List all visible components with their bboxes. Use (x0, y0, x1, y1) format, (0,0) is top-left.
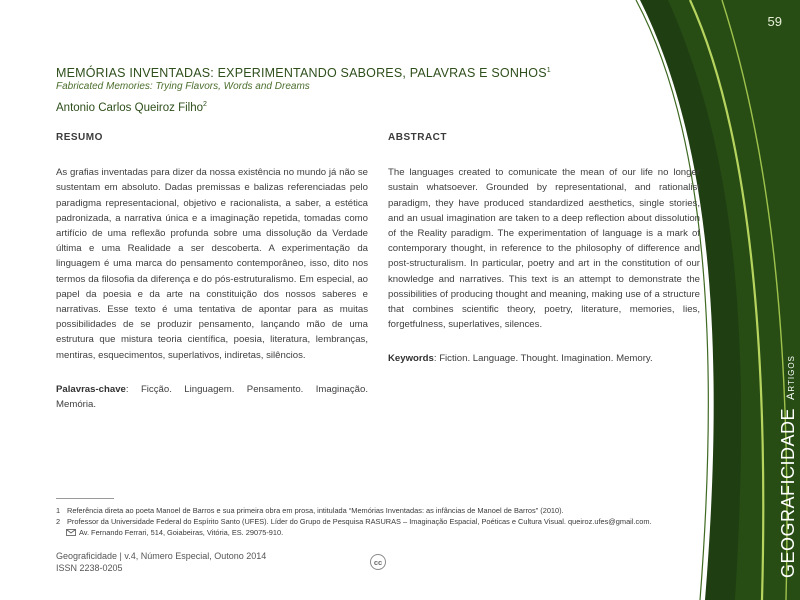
footnote-1-number: 1 (56, 506, 61, 515)
abstract-text: The languages created to comunicate the mean of our life no longer sustain whatsoever. Grounded by representational, and rationalist paradigm, they have produced standardized aesthetics, single stories, and an usual imagination are taken to a deep reflection about dissolution of the Reality paradigm. The experimentation of language is a mark of contemporary thought, in reference to the philosophy of difference and post-structuralism. In particular, poetry and art in the constitution of our knowledge and narratives. This text is an attempt to demonstrate the possibilities of producing thought and meaning, making use of a structure that combines scientific theory, poetry, literature, memories, lies, forgetfulness, superlatives, silences. (388, 167, 700, 331)
abstract-heading: ABSTRACT (388, 132, 447, 143)
footnote-1-text: Referência direta ao poeta Manoel de Barros e sua primeira obra em prosa, intitulada “Memórias Inventadas: as infâncias de Manoel de Barros” (2010). (67, 506, 564, 515)
abstract-keywords-list: : Fiction. Language. Thought. Imagination. Memory. (433, 353, 653, 365)
page-number: 59 (767, 14, 782, 29)
journal-issn: ISSN 2238-0205 (56, 563, 123, 573)
section-label: Artigos (785, 355, 797, 400)
resumo-keywords-label: Palavras-chave (56, 383, 126, 395)
author-name: Antonio Carlos Queiroz Filho (56, 101, 204, 114)
article-subtitle: Fabricated Memories: Trying Flavors, Words and Dreams (56, 81, 310, 92)
article-title (56, 66, 616, 80)
footnote-rule (56, 498, 114, 499)
resumo-keywords (56, 382, 368, 412)
abstract-keywords-label: Keywords (388, 353, 434, 365)
journal-citation: Geograficidade | v.4, Número Especial, Outono 2014 (56, 551, 267, 561)
journal-brand (778, 355, 799, 578)
abstract-column (388, 130, 700, 367)
footnotes (56, 498, 696, 538)
author-footnote-marker[interactable]: 2 (203, 101, 207, 108)
author-line (56, 101, 616, 114)
footnote-2-text: Professor da Universidade Federal do Espírito Santo (UFES). Líder do Grupo de Pesquisa RASURAS – Imaginação Espacial, Poéticas e Cultura Visual. queiroz.ufes@gmail.com. (67, 517, 652, 526)
resumo-text: As grafias inventadas para dizer da nossa existência no mundo já não se sustentam em absoluto. Dadas premissas e balizas referenciadas pelo paradigma representacional, objetivo e racionalista, a saber, a estética padronizada, a narrativa única e a imaginação repetida, tomadas como artifício de uma reflexão profunda sobre uma dissolução da Verdade última e uma Realidade a ser descoberta. A experimentação da linguagem é uma marca do pensamento contemporâneo, isso, dito nos termos da filosofia da diferença e do pós-estruturalismo. Em especial, ao papel da poesia e da arte na constituição dos nossos saberes e narrativas. Esse texto é uma tentativa de apontar para as muitas possibilidades de se produzir pensamento, lançando mão de uma estrutura que mistura teoria científica, poesia, literatura, lembranças, mentiras, esquecimentos, superlativos, indiretas, silêncios. (56, 167, 368, 361)
abstract-keywords (388, 351, 700, 366)
resumo-column (56, 130, 368, 412)
footnote-2-number: 2 (56, 517, 61, 526)
title-footnote-marker[interactable]: 1 (546, 66, 551, 74)
journal-brand-name: GEOGRAFICIDADE (778, 407, 798, 578)
title-block (56, 66, 616, 114)
footnote-1 (56, 505, 696, 516)
resumo-keywords-list: : Ficção. Linguagem. Pensamento. Imaginação. Memória. (56, 383, 368, 411)
envelope-icon (66, 529, 76, 536)
journal-footer (56, 550, 266, 574)
creative-commons-icon[interactable]: cc (370, 554, 386, 570)
footnote-address (56, 527, 696, 538)
resumo-heading: RESUMO (56, 132, 103, 143)
footnote-2 (56, 516, 696, 527)
footnote-address-text: Av. Fernando Ferrari, 514, Goiabeiras, Vitória, ES. 29075-910. (79, 528, 284, 537)
article-title-text: MEMÓRIAS INVENTADAS: EXPERIMENTANDO SABORES, PALAVRAS E SONHOS (56, 66, 547, 80)
